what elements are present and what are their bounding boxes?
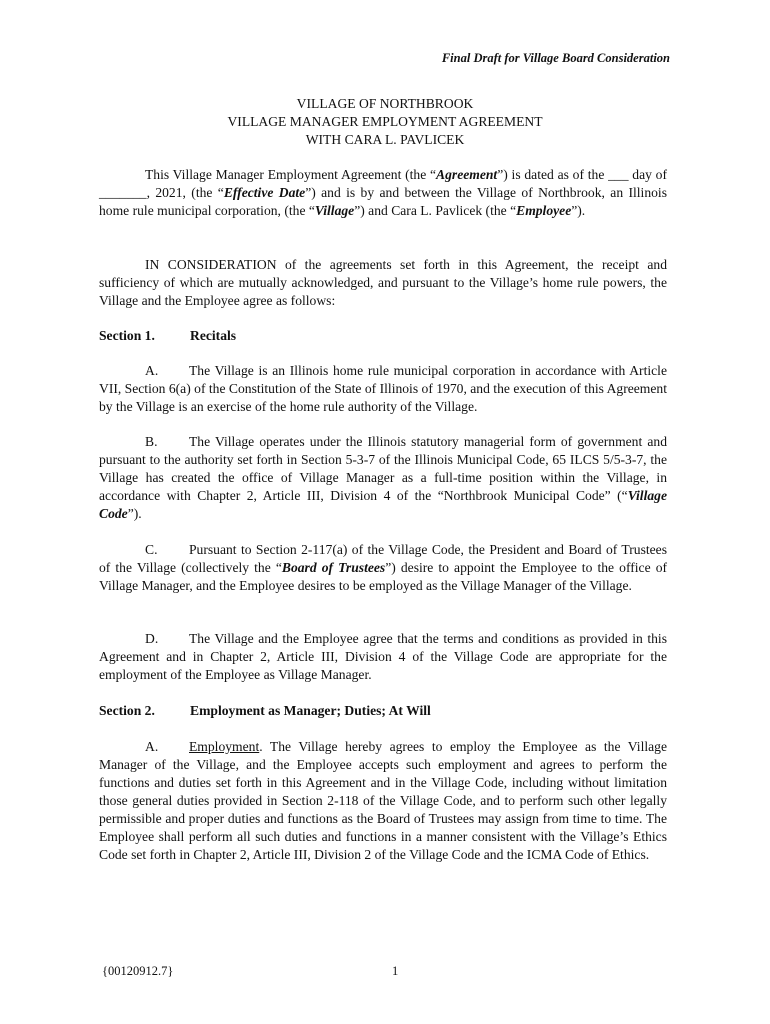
section-2-number: Section 2. (99, 703, 155, 718)
defined-term-agreement: Agreement (436, 167, 498, 182)
section-1-number: Section 1. (99, 328, 155, 343)
section-2-title: Employment as Manager; Duties; At Will (190, 703, 431, 718)
defined-term-village: Village (314, 203, 355, 218)
intro-paragraph: This Village Manager Employment Agreement (the “Agreement”) is dated as of the ___ day of _______, 2021, (the “Effective Date”) and is by and between the Village of Northbrook, an Illinois home rule municipal corporation, (the “Village”) and Cara L. Pavlicek (the “Employee”). (99, 167, 667, 218)
defined-term-board-of-trustees: Board of Trustees (281, 560, 386, 575)
title-line-1: VILLAGE OF NORTHBROOK (296, 96, 474, 111)
recital-d: D. The Village and the Employee agree that the terms and conditions as provided in this Agreement and in Chapter 2, Article III, Division 4 of the Village Code are appropriate for the employment of the Employee as Village Manager. (99, 631, 667, 682)
recital-d-label: D. (145, 631, 159, 646)
defined-term-village-code: Village Code (99, 488, 667, 521)
recital-b-label: B. (145, 434, 158, 449)
recital-b: B. The Village operates under the Illinois statutory managerial form of government and pursuant to the authority set forth in Section 5-3-7 of the Illinois Municipal Code, 65 ILCS 5/5-3-7, the Village has created the office of Village Manager as a full-time position within the Village, in accordance with Chapter 2, Article III, Division 4 of the “Northbrook Municipal Code” (“Village Code”). (99, 434, 667, 521)
section-2-heading (99, 702, 431, 720)
section-2-a-label: A. (145, 739, 159, 754)
document-title (0, 95, 770, 149)
title-line-2: VILLAGE MANAGER EMPLOYMENT AGREEMENT (227, 114, 543, 129)
recital-c: C. Pursuant to Section 2-117(a) of the Village Code, the President and Board of Trustees of the Village (collectively the “Board of Trustees”) desire to appoint the Employee to the office of Village Manager, and the Employee desires to be employed as the Village Manager of the Village. (99, 542, 668, 593)
section-1-heading (99, 327, 236, 345)
consideration-paragraph: IN CONSIDERATION of the agreements set forth in this Agreement, the receipt and sufficiency of which are mutually acknowledged, and pursuant to the Village’s home rule powers, the Village and the Employee agree as follows: (99, 257, 667, 308)
section-2-a-heading: Employment (189, 739, 260, 754)
defined-term-employee: Employee (516, 203, 572, 218)
page-number: 1 (392, 964, 399, 978)
draft-header-note: Final Draft for Village Board Consideration (441, 51, 670, 65)
title-line-3: WITH CARA L. PAVLICEK (305, 132, 465, 147)
section-2-a: A. Employment. The Village hereby agrees to employ the Employee as the Village Manager of the Village, and the Employee accepts such employment and agrees to perform the functions and duties set forth in this Agreement and in the Village Code, including without limitation those general duties provided in Section 2-118 of the Village Code, and to perform such other legally permissible and proper duties and functions as the Board of Trustees may assign from time to time. The Employee shall perform all such duties and functions in a manner consistent with the Village’s Ethics Code set forth in Chapter 2, Article III, Division 2 of the Village Code and the ICMA Code of Ethics. (99, 739, 667, 862)
recital-c-label: C. (145, 542, 158, 557)
recital-a: A. The Village is an Illinois home rule municipal corporation in accordance with Article VII, Section 6(a) of the Constitution of the State of Illinois of 1970, and the execution of this Agreement by the Village is an exercise of the home rule authority of the Village. (99, 363, 667, 414)
document-id: {00120912.7} (102, 964, 174, 978)
defined-term-effective-date: Effective Date (223, 185, 306, 200)
recital-a-label: A. (145, 363, 159, 378)
section-1-title: Recitals (190, 328, 237, 343)
